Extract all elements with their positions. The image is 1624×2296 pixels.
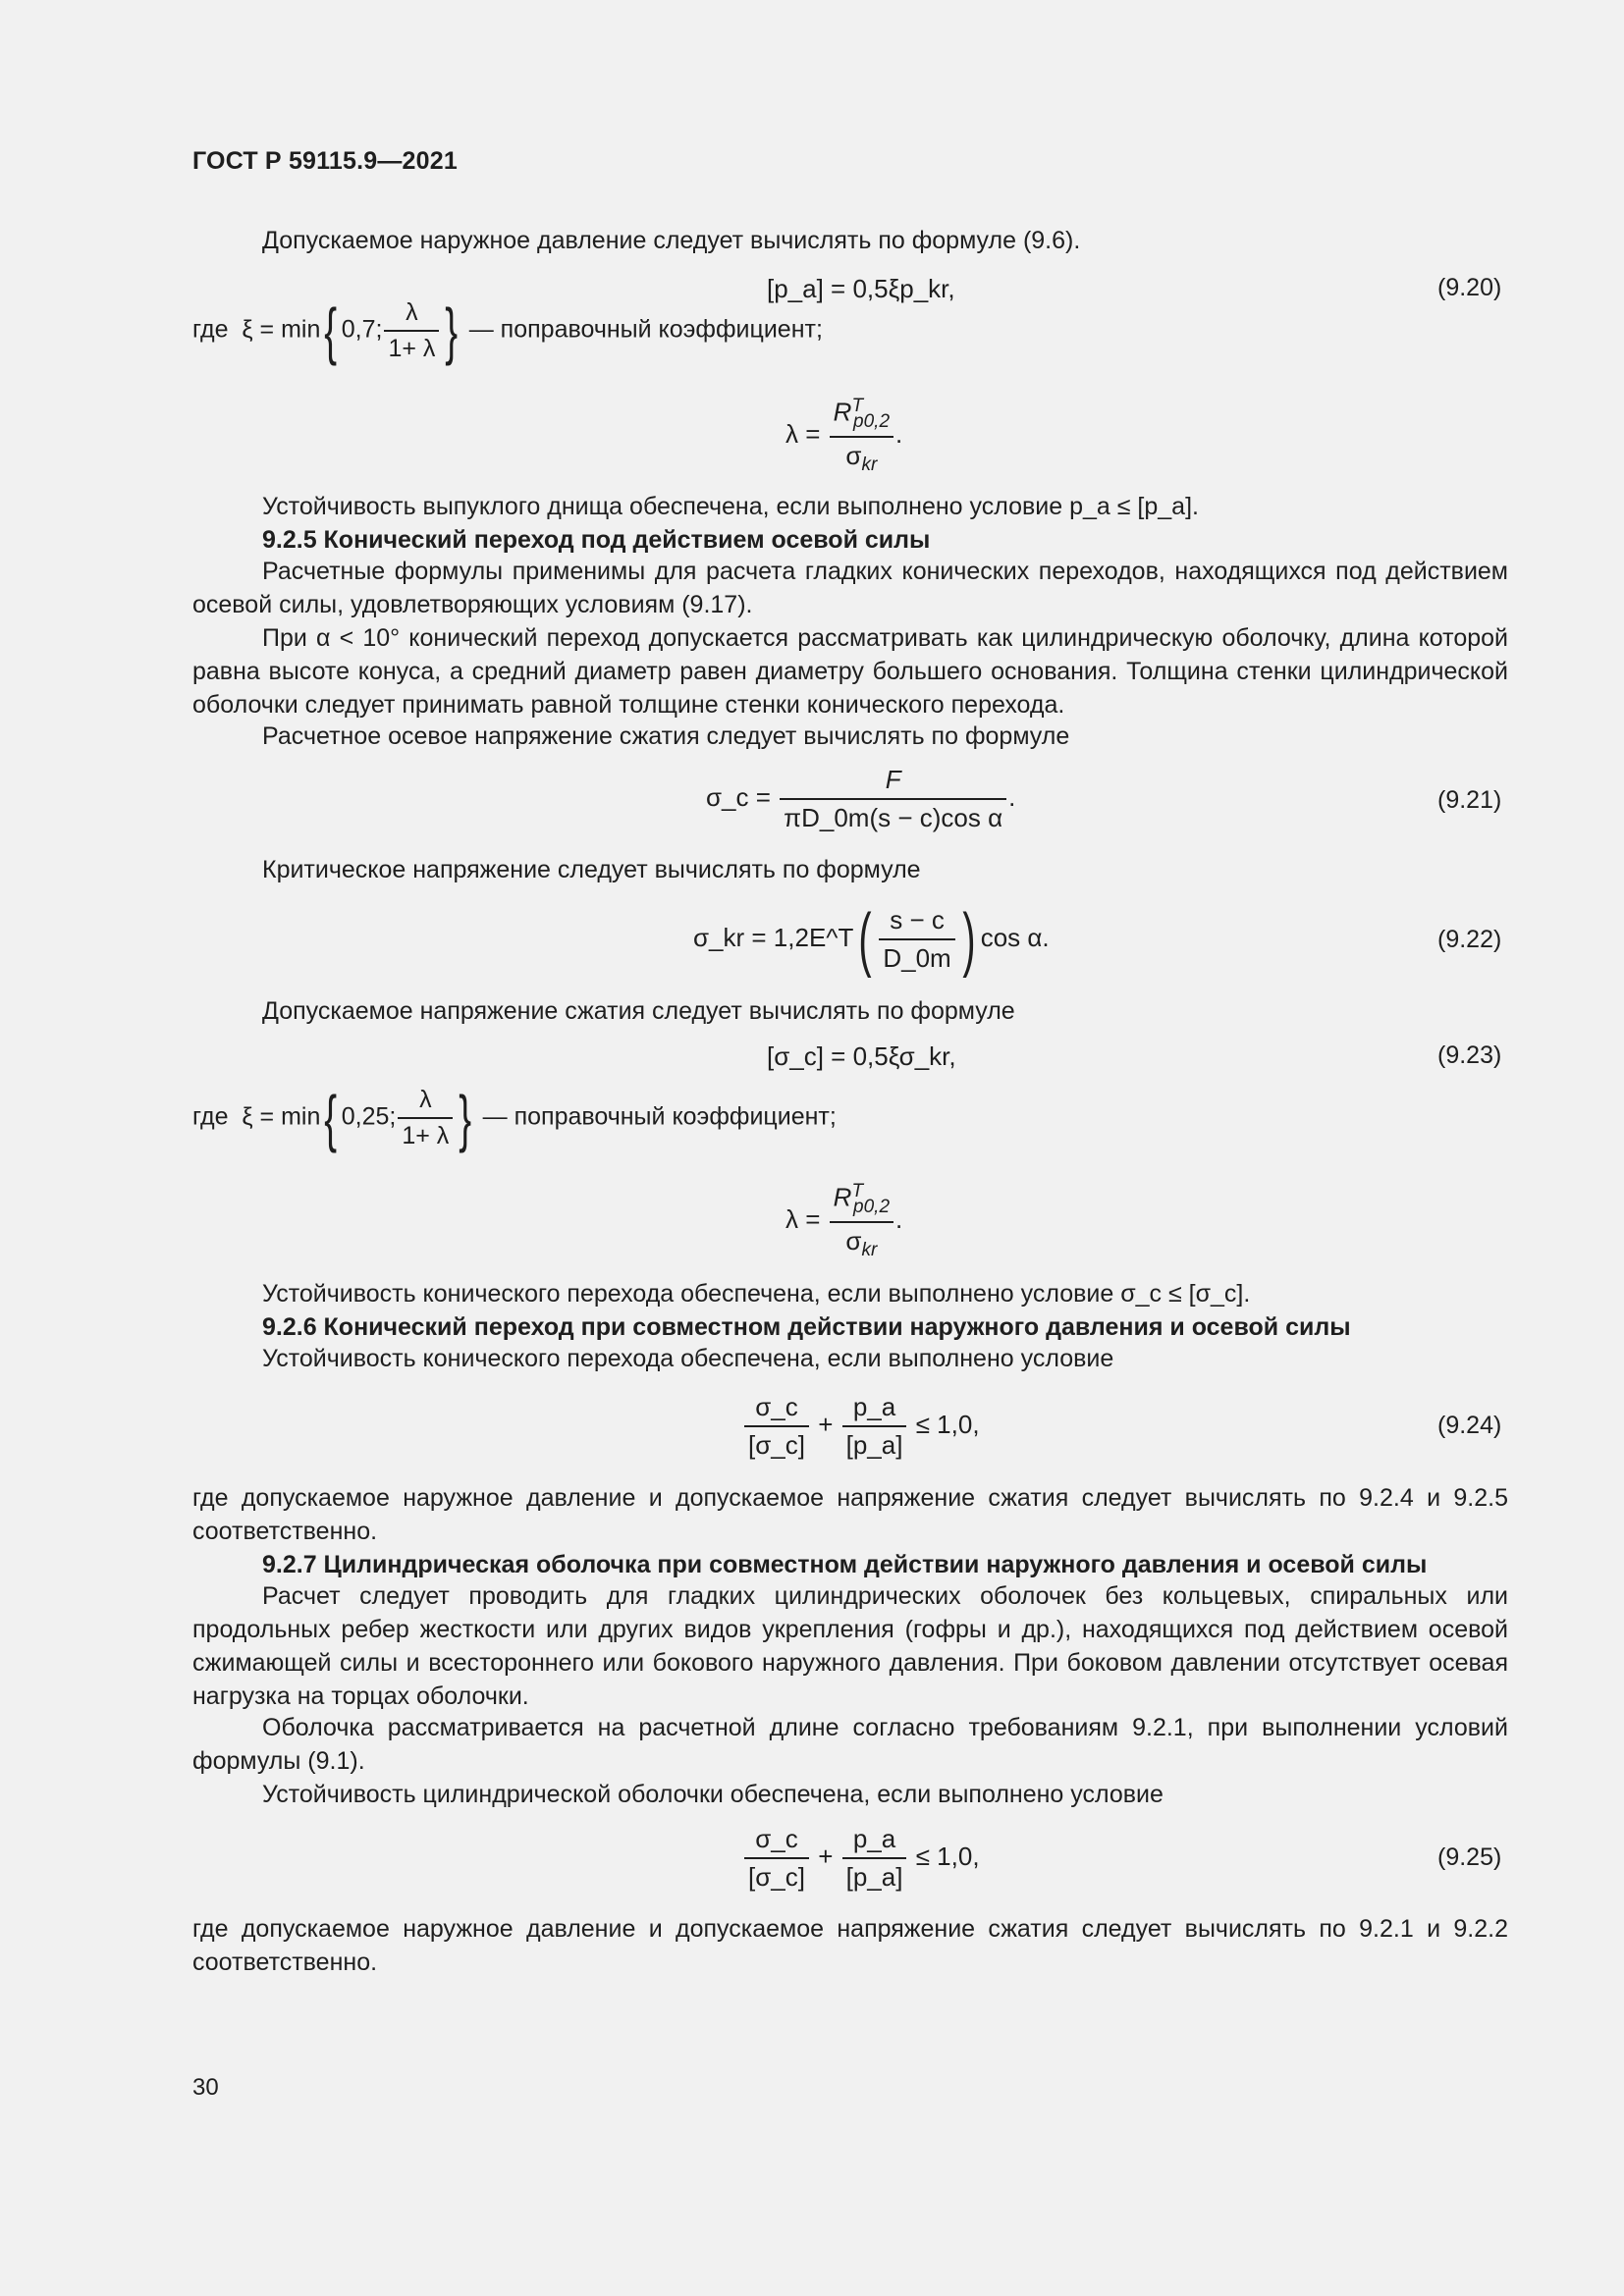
kr-subscript: kr xyxy=(861,454,878,476)
eqno-9-21: (9.21) xyxy=(1437,786,1502,814)
fraction-denominator: 1+ λ xyxy=(384,330,439,363)
min-first-arg: 0,25; xyxy=(341,1102,397,1131)
intro-paragraph: Допускаемое наружное давление следует вычислять по формуле (9.6). xyxy=(262,227,1081,254)
right-paren-icon: ) xyxy=(962,900,976,979)
inequality-rhs: ≤ 1,0, xyxy=(915,1841,980,1871)
sigma-kr-lhs: σ_kr = 1,2E^T xyxy=(693,922,854,952)
paragraph-7: где допускаемое наружное давление и допускаемое напряжение сжатия следует вычислять по 9.2.4 и 9.2.5 соответственно. xyxy=(192,1484,1508,1545)
sigma-ratio xyxy=(744,1824,809,1893)
paragraph-9: Оболочка рассматривается на расчетной длине согласно требованиям 9.2.1, при выполнении условий формулы (9.1). xyxy=(192,1714,1508,1775)
paragraph-11: где допускаемое наружное давление и допускаемое напряжение сжатия следует вычислять по 9.2.1 и 9.2.2 соответственно. xyxy=(192,1915,1508,1976)
sigma-c-lhs: σ_c = xyxy=(706,781,771,812)
p02-subscript: p0,2 xyxy=(853,1196,891,1217)
right-brace-icon: } xyxy=(459,1083,472,1153)
formula-9-24 xyxy=(742,1392,980,1461)
page-number: 30 xyxy=(192,2074,219,2101)
sigma-ratio-numerator: σ_c xyxy=(755,1392,798,1421)
sigma-ratio xyxy=(744,1392,809,1461)
pressure-ratio xyxy=(842,1392,907,1461)
ratio-numerator: s − c xyxy=(890,905,945,934)
lambda-lhs: λ = xyxy=(785,1203,821,1234)
plus-sign: + xyxy=(818,1841,834,1871)
section-9-2-7-heading: 9.2.7 Цилиндрическая оболочка при совместном действии наружного давления и осевой силы xyxy=(262,1551,1428,1578)
paragraph-10: Устойчивость цилиндрической оболочки обеспечена, если выполнено условие xyxy=(262,1781,1164,1808)
right-brace-icon: } xyxy=(445,295,459,366)
formula-9-22 xyxy=(693,900,1050,979)
force-symbol: F xyxy=(885,765,901,794)
formula-9-23 xyxy=(767,1041,956,1072)
xi-min: ξ = min xyxy=(242,315,321,344)
lambda-fraction xyxy=(384,298,439,363)
formula-9-23-text: [σ_c] = 0,5ξσ_kr, xyxy=(767,1041,956,1071)
where-xi-1 xyxy=(192,295,823,366)
ratio-denominator: D_0m xyxy=(879,938,954,974)
sigma-symbol: σ xyxy=(845,440,862,470)
where-word: где xyxy=(192,315,229,344)
plus-sign: + xyxy=(818,1409,834,1439)
lambda-end: . xyxy=(895,1203,903,1234)
where-xi-2 xyxy=(192,1083,837,1153)
section-9-2-6-heading: 9.2.6 Конический переход при совместном действии наружного давления и осевой силы xyxy=(262,1313,1351,1341)
p02-subscript: p0,2 xyxy=(853,410,891,432)
kr-subscript: kr xyxy=(861,1240,878,1261)
paragraph-5: Допускаемое напряжение сжатия следует вычислять по формуле xyxy=(262,997,1015,1025)
sigma-ratio-numerator: σ_c xyxy=(755,1824,798,1853)
stability-2: Устойчивость конического перехода обеспечена, если выполнено условие σ_c ≤ [σ_c]. xyxy=(262,1280,1251,1308)
lambda-formula-2 xyxy=(785,1181,902,1261)
r-symbol: R xyxy=(833,397,852,427)
eqno-9-23: (9.23) xyxy=(1437,1041,1502,1069)
paragraph-8: Расчет следует проводить для гладких цилиндрических оболочек без кольцевых, спиральных или продольных ребер жесткости или других видов укрепления (гофры и др.), находящихся под действием осевой сжимающей силы и всестороннего или бокового наружного давления. При боковом давлении отсутствует осевая нагрузка на торцах оболочки. xyxy=(192,1582,1508,1710)
eqno-9-24: (9.24) xyxy=(1437,1412,1502,1439)
paragraph-2: При α < 10° конический переход допускается рассматривать как цилиндрическую оболочку, длина которой равна высоте конуса, а средний диаметр равен диаметру большего основания. Толщина стенки цилиндрической оболочки следует принимать равной толщине стенки конического перехода. xyxy=(192,624,1508,719)
left-brace-icon: { xyxy=(324,295,338,366)
pressure-ratio xyxy=(842,1824,907,1893)
formula-9-21 xyxy=(706,765,1015,833)
sigma-ratio-denominator: [σ_c] xyxy=(744,1425,809,1461)
left-brace-icon: { xyxy=(324,1083,338,1153)
formula-9-20-text: [p_a] = 0,5ξp_kr, xyxy=(767,274,955,303)
ratio-fraction xyxy=(879,905,954,974)
stability-1: Устойчивость выпуклого днища обеспечена, если выполнено условие p_a ≤ [p_a]. xyxy=(262,493,1199,520)
page-header: ГОСТ Р 59115.9—2021 xyxy=(192,147,458,175)
paragraph-6: Устойчивость конического перехода обеспечена, если выполнено условие xyxy=(262,1345,1114,1372)
lambda-lhs: λ = xyxy=(785,418,821,449)
r-symbol: R xyxy=(833,1182,852,1212)
pressure-ratio-denominator: [p_a] xyxy=(842,1425,907,1461)
fraction-denominator: 1+ λ xyxy=(398,1117,453,1150)
pressure-ratio-numerator: p_a xyxy=(852,1824,896,1853)
section-9-2-5-heading: 9.2.5 Конический переход под действием осевой силы xyxy=(262,526,931,554)
lambda-fraction xyxy=(398,1086,453,1150)
paragraph-3: Расчетное осевое напряжение сжатия следует вычислять по формуле xyxy=(262,722,1070,750)
sigma-symbol: σ xyxy=(845,1225,862,1255)
fraction-numerator: λ xyxy=(419,1086,432,1113)
eqno-9-20: (9.20) xyxy=(1437,274,1502,301)
lambda-fraction xyxy=(830,396,893,476)
lambda-end: . xyxy=(895,418,903,449)
t-superscript: T xyxy=(851,396,864,416)
formula-9-25 xyxy=(742,1824,980,1893)
fraction-numerator: λ xyxy=(406,298,418,326)
lambda-numerator xyxy=(830,1181,893,1221)
t-superscript: T xyxy=(851,1181,864,1201)
lambda-numerator xyxy=(830,396,893,436)
lambda-fraction xyxy=(830,1181,893,1261)
formula-end: . xyxy=(1008,781,1016,812)
where-word: где xyxy=(192,1102,229,1131)
sigma-ratio-denominator: [σ_c] xyxy=(744,1857,809,1893)
cos-alpha: cos α. xyxy=(980,922,1050,952)
pressure-ratio-numerator: p_a xyxy=(852,1392,896,1421)
pressure-ratio-denominator: [p_a] xyxy=(842,1857,907,1893)
paragraph-4: Критическое напряжение следует вычислять по формуле xyxy=(262,856,921,883)
lambda-formula-1 xyxy=(785,396,902,476)
eqno-9-25: (9.25) xyxy=(1437,1843,1502,1871)
xi-description: — поправочный коэффициент; xyxy=(468,315,823,344)
lambda-denominator xyxy=(830,1221,893,1261)
sigma-c-numerator xyxy=(780,765,1006,798)
left-paren-icon: ( xyxy=(858,900,872,979)
xi-min: ξ = min xyxy=(242,1102,321,1131)
inequality-rhs: ≤ 1,0, xyxy=(915,1409,980,1439)
lambda-denominator xyxy=(830,436,893,476)
sigma-c-fraction xyxy=(780,765,1006,833)
min-first-arg: 0,7; xyxy=(341,315,383,344)
paragraph-1: Расчетные формулы применимы для расчета гладких конических переходов, находящихся под действием осевой силы, удовлетворяющих условиям (9.17). xyxy=(192,558,1508,618)
eqno-9-22: (9.22) xyxy=(1437,926,1502,953)
xi-description: — поправочный коэффициент; xyxy=(482,1102,837,1131)
sigma-c-denominator: πD_0m(s − c)cos α xyxy=(780,798,1006,833)
